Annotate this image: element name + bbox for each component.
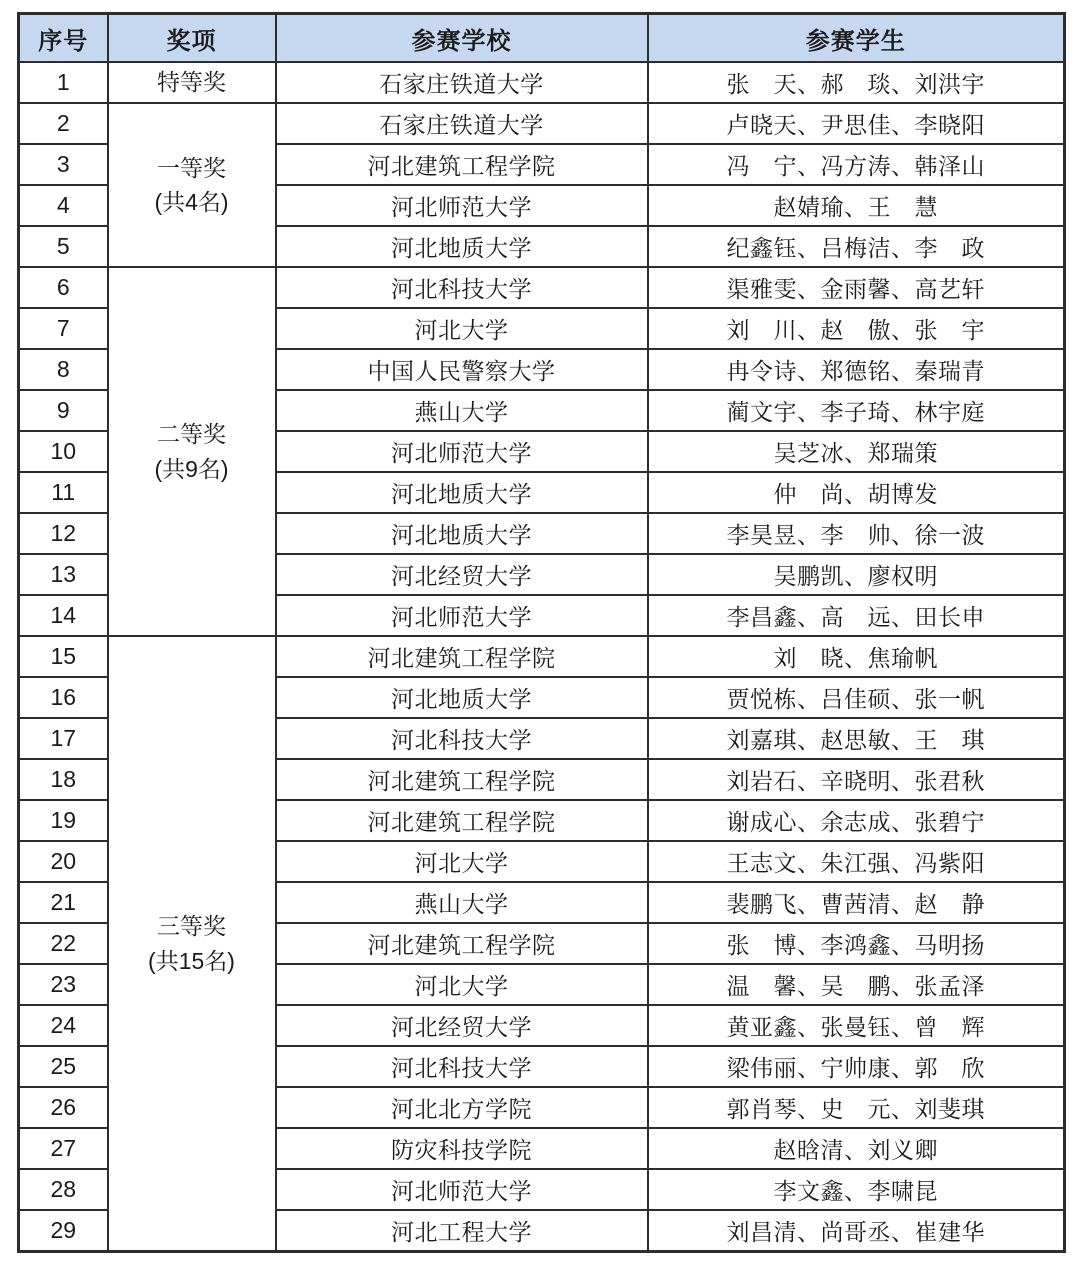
school-cell: 河北地质大学 — [276, 513, 648, 554]
school-cell: 河北大学 — [276, 964, 648, 1005]
row-number-cell: 21 — [19, 882, 108, 923]
students-cell: 赵婧瑜、王 慧 — [648, 185, 1065, 226]
school-cell: 防灾科技学院 — [276, 1128, 648, 1169]
table-body — [19, 62, 1065, 1252]
row-number-cell: 3 — [19, 144, 108, 185]
row-number-cell: 16 — [19, 677, 108, 718]
row-number-cell: 11 — [19, 472, 108, 513]
award-count: (共9名) — [154, 455, 229, 482]
students-cell: 渠雅雯、金雨馨、高艺轩 — [648, 267, 1065, 308]
school-cell: 河北北方学院 — [276, 1087, 648, 1128]
students-cell: 李昌鑫、高 远、田长申 — [648, 595, 1065, 636]
school-cell: 河北建筑工程学院 — [276, 923, 648, 964]
row-number-cell: 15 — [19, 636, 108, 677]
school-cell: 河北建筑工程学院 — [276, 800, 648, 841]
school-cell: 河北大学 — [276, 308, 648, 349]
students-cell: 仲 尚、胡博发 — [648, 472, 1065, 513]
school-cell: 河北科技大学 — [276, 267, 648, 308]
award-cell — [108, 62, 276, 103]
students-cell: 温 馨、吴 鹏、张孟泽 — [648, 964, 1065, 1005]
students-cell: 吴芝冰、郑瑞策 — [648, 431, 1065, 472]
row-number-cell: 8 — [19, 349, 108, 390]
school-cell: 河北建筑工程学院 — [276, 144, 648, 185]
students-cell: 刘 晓、焦瑜帆 — [648, 636, 1065, 677]
students-cell: 裴鹏飞、曹茜清、赵 静 — [648, 882, 1065, 923]
school-cell: 石家庄铁道大学 — [276, 103, 648, 144]
students-cell: 李昊昱、李 帅、徐一波 — [648, 513, 1065, 554]
row-number-cell: 19 — [19, 800, 108, 841]
school-cell: 河北师范大学 — [276, 431, 648, 472]
students-cell: 李文鑫、李啸昆 — [648, 1169, 1065, 1210]
row-number-cell: 23 — [19, 964, 108, 1005]
row-number-cell: 6 — [19, 267, 108, 308]
header-students: 参赛学生 — [648, 14, 1065, 63]
school-cell: 河北科技大学 — [276, 718, 648, 759]
row-number-cell: 24 — [19, 1005, 108, 1046]
award-cell — [108, 267, 276, 636]
row-number-cell: 25 — [19, 1046, 108, 1087]
row-number-cell: 29 — [19, 1210, 108, 1252]
school-cell: 河北地质大学 — [276, 472, 648, 513]
row-number-cell: 14 — [19, 595, 108, 636]
school-cell: 燕山大学 — [276, 390, 648, 431]
header-award: 奖项 — [108, 14, 276, 63]
row-number-cell: 12 — [19, 513, 108, 554]
students-cell: 张 天、郝 琰、刘洪宇 — [648, 62, 1065, 103]
students-cell: 谢成心、余志成、张碧宁 — [648, 800, 1065, 841]
students-cell: 赵晗清、刘义卿 — [648, 1128, 1065, 1169]
students-cell: 郭肖琴、史 元、刘斐琪 — [648, 1087, 1065, 1128]
school-cell: 中国人民警察大学 — [276, 349, 648, 390]
students-cell: 纪鑫钰、吕梅洁、李 政 — [648, 226, 1065, 267]
award-cell — [108, 636, 276, 1252]
row-number-cell: 22 — [19, 923, 108, 964]
school-cell: 河北地质大学 — [276, 226, 648, 267]
school-cell: 河北建筑工程学院 — [276, 759, 648, 800]
students-cell: 贾悦栋、吕佳硕、张一帆 — [648, 677, 1065, 718]
row-number-cell: 28 — [19, 1169, 108, 1210]
students-cell: 刘 川、赵 傲、张 宇 — [648, 308, 1065, 349]
students-cell: 黄亚鑫、张曼钰、曾 辉 — [648, 1005, 1065, 1046]
students-cell: 蔺文宇、李子琦、林宇庭 — [648, 390, 1065, 431]
school-cell: 河北经贸大学 — [276, 554, 648, 595]
award-cell — [108, 103, 276, 267]
row-number-cell: 2 — [19, 103, 108, 144]
row-number-cell: 26 — [19, 1087, 108, 1128]
students-cell: 刘岩石、辛晓明、张君秋 — [648, 759, 1065, 800]
award-count: (共15名) — [148, 947, 235, 974]
table-row — [19, 267, 1065, 308]
students-cell: 冉令诗、郑德铭、秦瑞青 — [648, 349, 1065, 390]
row-number-cell: 5 — [19, 226, 108, 267]
award-name: 一等奖 — [157, 154, 226, 181]
header-seq: 序号 — [19, 14, 108, 63]
row-number-cell: 13 — [19, 554, 108, 595]
row-number-cell: 27 — [19, 1128, 108, 1169]
table-header-row — [19, 14, 1065, 63]
school-cell: 河北师范大学 — [276, 595, 648, 636]
awards-table — [17, 12, 1066, 1253]
school-cell: 河北师范大学 — [276, 185, 648, 226]
row-number-cell: 20 — [19, 841, 108, 882]
award-name: 三等奖 — [157, 913, 226, 939]
table-row — [19, 636, 1065, 677]
students-cell: 卢晓天、尹思佳、李晓阳 — [648, 103, 1065, 144]
school-cell: 河北建筑工程学院 — [276, 636, 648, 677]
row-number-cell: 17 — [19, 718, 108, 759]
award-name: 二等奖 — [157, 421, 226, 447]
students-cell: 张 博、李鸿鑫、马明扬 — [648, 923, 1065, 964]
table-row — [19, 62, 1065, 103]
school-cell: 河北大学 — [276, 841, 648, 882]
school-cell: 河北科技大学 — [276, 1046, 648, 1087]
school-cell: 河北经贸大学 — [276, 1005, 648, 1046]
row-number-cell: 9 — [19, 390, 108, 431]
students-cell: 冯 宁、冯方涛、韩泽山 — [648, 144, 1065, 185]
school-cell: 石家庄铁道大学 — [276, 62, 648, 103]
students-cell: 刘昌清、尚哥丞、崔建华 — [648, 1210, 1065, 1252]
row-number-cell: 4 — [19, 185, 108, 226]
row-number-cell: 10 — [19, 431, 108, 472]
students-cell: 刘嘉琪、赵思敏、王 琪 — [648, 718, 1065, 759]
school-cell: 河北师范大学 — [276, 1169, 648, 1210]
row-number-cell: 18 — [19, 759, 108, 800]
row-number-cell: 7 — [19, 308, 108, 349]
students-cell: 王志文、朱江强、冯紫阳 — [648, 841, 1065, 882]
award-count: (共4名) — [154, 189, 229, 215]
header-school: 参赛学校 — [276, 14, 648, 63]
students-cell: 吴鹏凯、廖权明 — [648, 554, 1065, 595]
row-number-cell: 1 — [19, 62, 108, 103]
students-cell: 梁伟丽、宁帅康、郭 欣 — [648, 1046, 1065, 1087]
school-cell: 燕山大学 — [276, 882, 648, 923]
award-name: 特等奖 — [157, 69, 226, 96]
table-row — [19, 103, 1065, 144]
school-cell: 河北地质大学 — [276, 677, 648, 718]
school-cell: 河北工程大学 — [276, 1210, 648, 1252]
